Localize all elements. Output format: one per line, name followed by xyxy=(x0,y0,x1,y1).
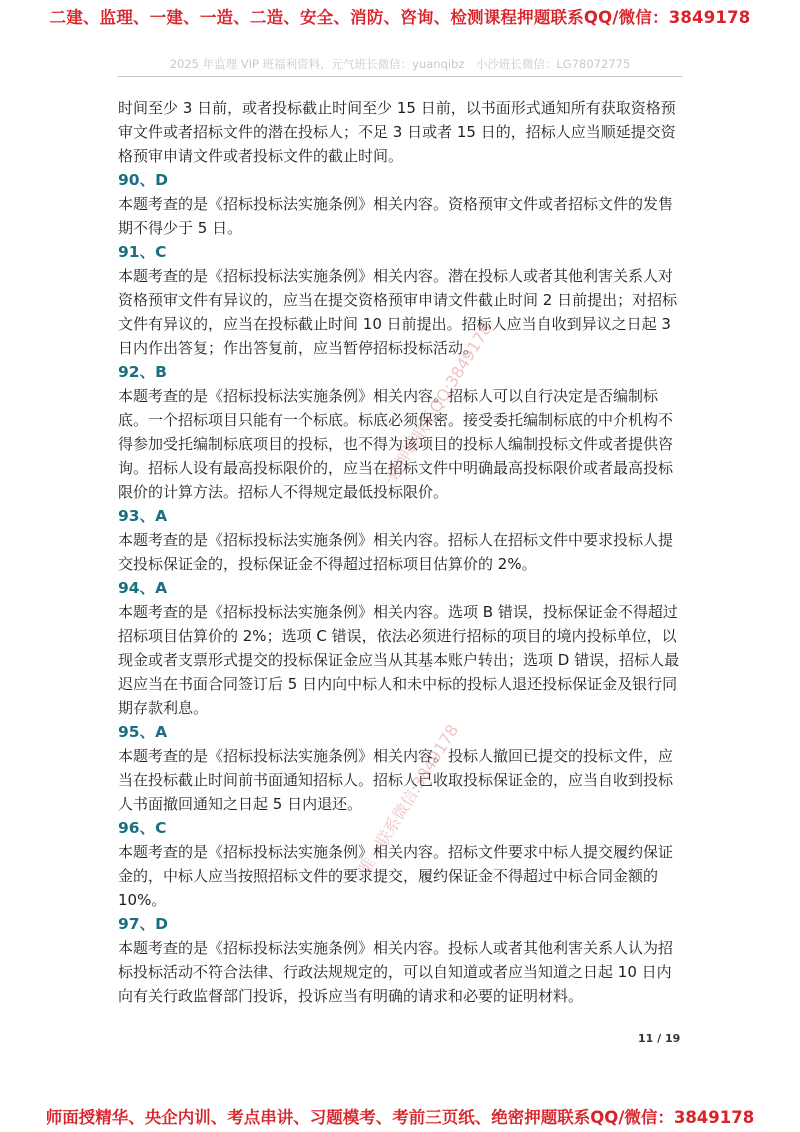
question-explanation: 本题考查的是《招标投标法实施条例》相关内容。招标文件要求中标人提交履约保证金的，中标人应当按照招标文件的要求提交，履约保证金不得超过中标合同金额的 10%。 xyxy=(118,843,674,909)
watermark-text: 唯一联系微信:3849178 xyxy=(354,721,463,878)
question-number: 93、A xyxy=(118,507,168,525)
bottom-promo-banner: 师面授精华、央企内训、考点串讲、习题模考、考前三页纸、绝密押题联系QQ/微信：3849178 xyxy=(45,1108,755,1127)
question-number: 97、D xyxy=(118,915,168,933)
question-number: 90、D xyxy=(118,171,168,189)
question-block xyxy=(118,912,684,1008)
answer-explanations xyxy=(118,96,684,1008)
question-explanation: 本题考查的是《招标投标法实施条例》相关内容。投标人撤回已提交的投标文件，应当在投标截止时间前书面通知招标人。招标人已收取投标保证金的，应当自收到投标人书面撤回通知之日起 5 日内退还。 xyxy=(118,747,674,813)
intro-paragraph: 时间至少 3 日前，或者投标截止时间至少 15 日前，以书面形式通知所有获取资格预审文件或者招标文件的潜在投标人；不足 3 日或者 15 日的，招标人应当顺延提交资格预审申请文件或者投标文件的截止时间。 xyxy=(118,99,676,165)
watermark-text: 一建押题联系QQ:3849178 xyxy=(374,319,496,498)
question-explanation: 本题考查的是《招标投标法实施条例》相关内容。招标人在招标文件中要求投标人提交投标保证金的，投标保证金不得超过招标项目估算价的 2%。 xyxy=(118,531,674,573)
header-divider xyxy=(118,76,682,77)
question-explanation: 本题考查的是《招标投标法实施条例》相关内容。投标人或者其他利害关系人认为招标投标活动不符合法律、行政法规规定的，可以自知道或者应当知道之日起 10 日内向有关行政监督部门投诉，投诉应当有明确的请求和必要的证明材料。 xyxy=(118,939,674,1005)
question-explanation: 本题考查的是《招标投标法实施条例》相关内容。选项 B 错误，投标保证金不得超过招标项目估算价的 2%；选项 C 错误，依法必须进行招标的项目的境内投标单位，以现金或者支票形式提交的投标保证金应当从其基本账户转出；选项 D 错误，招标人最迟应当在书面合同签订后 5 日内向中标人和未中标的投标人退还投标保证金及银行同期存款利息。 xyxy=(118,603,680,717)
page-header: 2025 年监理 VIP 班福利资料，元气班长微信：yuanqibz 小沙班长微信：LG78072775 xyxy=(169,57,631,71)
question-number: 91、C xyxy=(118,243,167,261)
question-number: 94、A xyxy=(118,579,168,597)
question-block xyxy=(118,168,684,240)
question-number: 92、B xyxy=(118,363,167,381)
question-number: 95、A xyxy=(118,723,168,741)
question-block xyxy=(118,240,684,360)
question-number: 96、C xyxy=(118,819,167,837)
page-number: 11 / 19 xyxy=(638,1032,681,1045)
question-explanation: 本题考查的是《招标投标法实施条例》相关内容。招标人可以自行决定是否编制标底。一个招标项目只能有一个标底。标底必须保密。接受委托编制标底的中介机构不得参加受托编制标底项目的投标，也不得为该项目的投标人编制投标文件或者提供咨询。招标人设有最高投标限价的，应当在招标文件中明确最高投标限价或者最高投标限价的计算方法。招标人不得规定最低投标限价。 xyxy=(118,387,674,501)
question-block xyxy=(118,504,684,576)
question-explanation: 本题考查的是《招标投标法实施条例》相关内容。资格预审文件或者招标文件的发售期不得少于 5 日。 xyxy=(118,195,674,237)
question-explanation: 本题考查的是《招标投标法实施条例》相关内容。潜在投标人或者其他利害关系人对资格预审文件有异议的，应当在提交资格预审申请文件截止时间 2 日前提出；对招标文件有异议的，应当在投标截止时间 10 日前提出。招标人应当自收到异议之日起 3 日内作出答复；作出答复前，应当暂停招标投标活动。 xyxy=(118,267,678,357)
top-promo-banner: 二建、监理、一建、一造、二造、安全、消防、咨询、检测课程押题联系QQ/微信：3849178 xyxy=(49,8,751,27)
question-block xyxy=(118,576,684,720)
